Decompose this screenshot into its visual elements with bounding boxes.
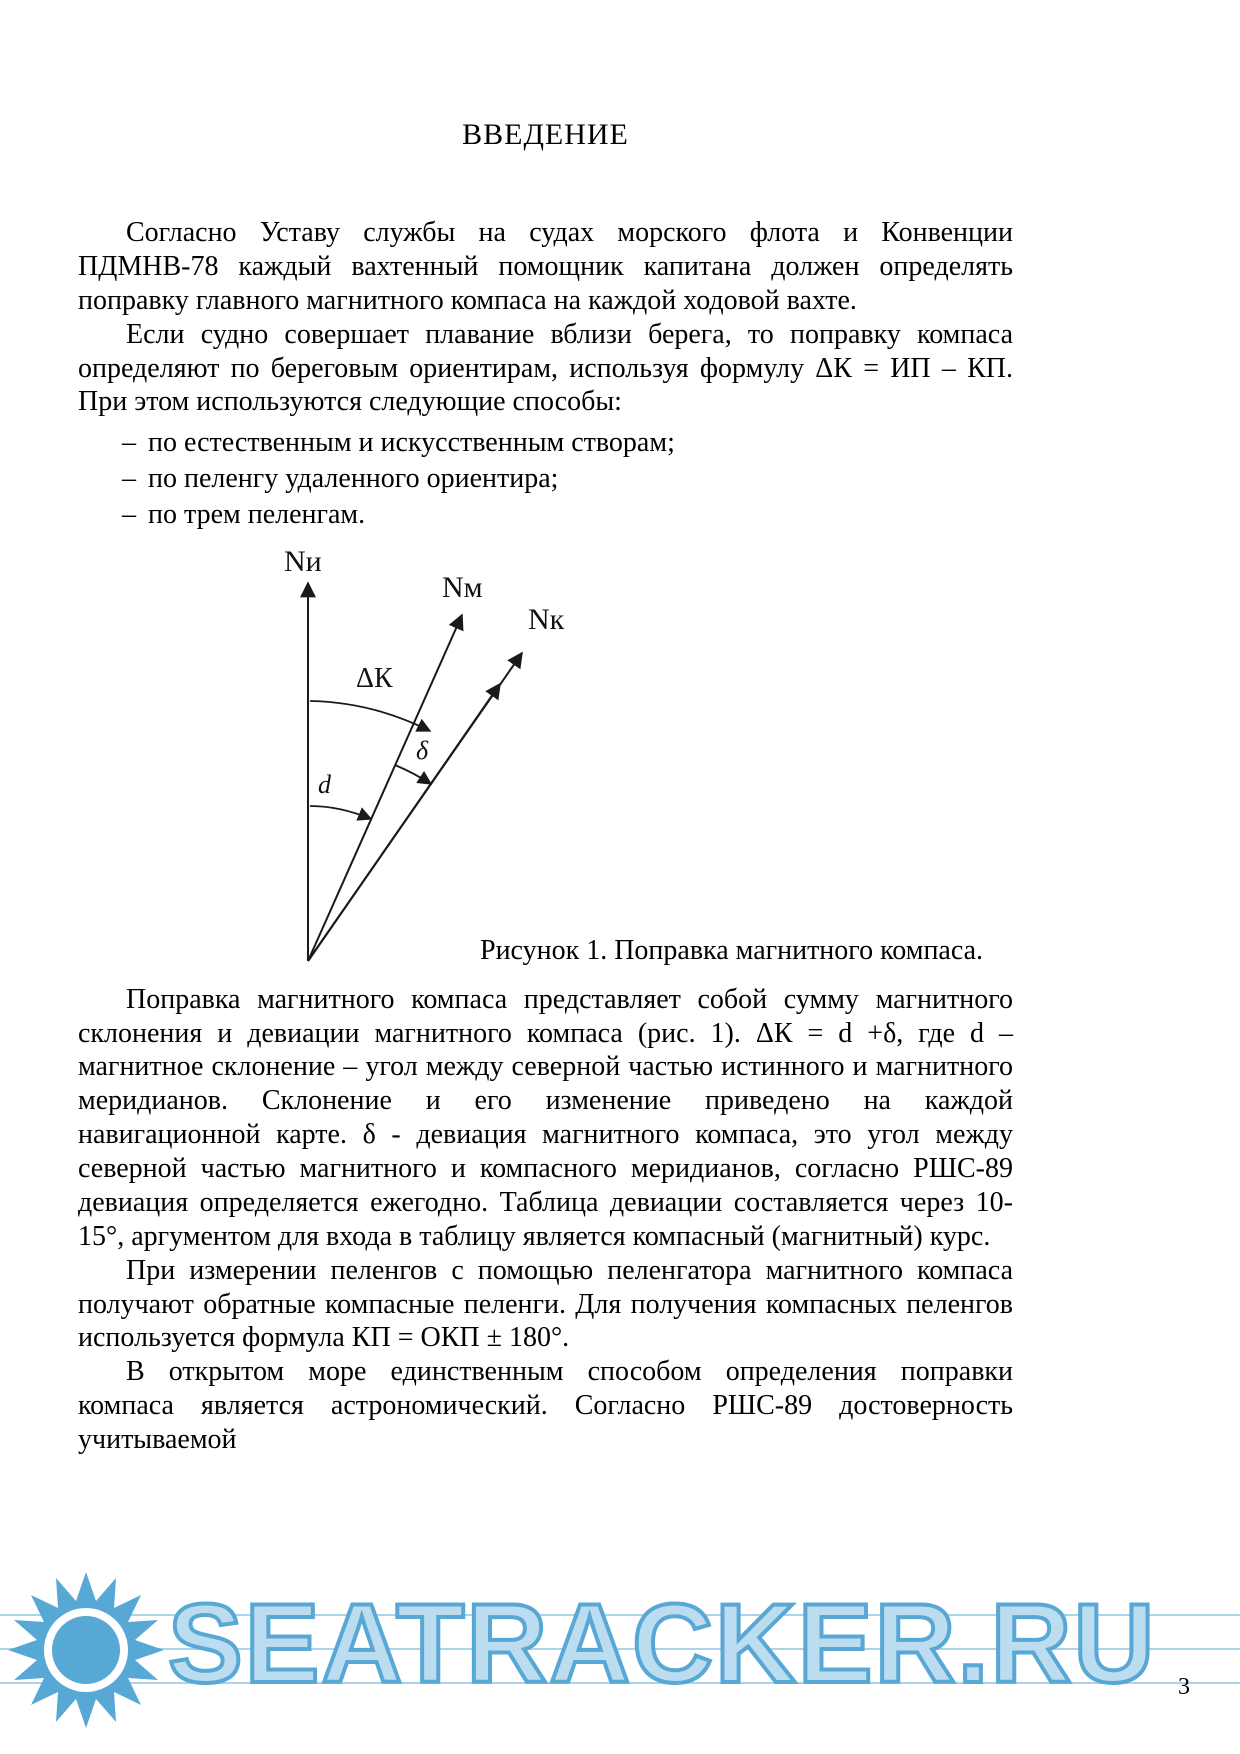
delta-k-label: ΔК (356, 662, 393, 694)
page-title: ВВЕДЕНИЕ (462, 118, 629, 151)
watermark (0, 1566, 1240, 1742)
bullet-dash: – (122, 427, 136, 459)
paragraph-open-sea: В открытом море единственным способом определения поправки компаса является астрономический. Согласно РШС-89 достоверность учитываемой (78, 1356, 1013, 1456)
page-number: 3 (1178, 1674, 1190, 1700)
compass-north-label: Nк (528, 602, 565, 636)
list-item (78, 461, 1013, 497)
methods-list (78, 425, 1013, 532)
true-north-label: Nи (284, 544, 322, 578)
list-item-text: по пеленгу удаленного ориентира; (148, 463, 559, 495)
deviation-angle-arc (395, 765, 431, 784)
sun-logo-icon (6, 1570, 166, 1730)
bullet-dash: – (122, 463, 136, 495)
deviation-label: δ (416, 735, 429, 765)
declination-angle-arc (310, 806, 371, 819)
paragraph-correction-definition: Поправка магнитного компаса представляет собой сумму магнитного склонения и девиации магнитного компаса (рис. 1). ΔК = d +δ, где d – магнитное склонение – угол между северной частью истинного и магнитного меридианов. Склонение и его изменение приведено на каждой навигационной карте. δ - девиация магнитного компаса, это угол между северной частью магнитного и компасного меридианов, согласно РШС-89 девиация определяется ежегодно. Таблица девиации составляется через 10-15°, аргументом для входа в таблицу является компасный (магнитный) курс. (78, 983, 1013, 1252)
compass-meridian-arrow (308, 653, 522, 961)
list-item (78, 425, 1013, 461)
paragraph-coastal-navigation: Если судно совершает плавание вблизи берега, то поправку компаса определяют по береговым ориентирам, используя формулу ΔК = ИП – КП. При этом используются следующие способы: (78, 318, 1013, 418)
magnetic-north-label: Nм (442, 570, 483, 604)
paragraph-regulations: Согласно Уставу службы на судах морского флота и Конвенции ПДМНВ-78 каждый вахтенный помощник капитана должен определять поправку главного магнитного компаса на каждой ходовой вахте. (78, 217, 1013, 316)
figure-caption: Рисунок 1. Поправка магнитного компаса. (480, 934, 984, 966)
figure-1 (78, 541, 1013, 983)
bullet-dash: – (122, 498, 136, 530)
sun-core (52, 1616, 120, 1684)
list-item-text: по естественным и искусственным створам; (148, 427, 675, 459)
declination-label: d (318, 769, 331, 799)
paragraph-bearings: При измерении пеленгов с помощью пеленгатора магнитного компаса получают обратные компасные пеленги. Для получения компасных пеленгов используется формула КП = ОКП ± 180°. (78, 1254, 1013, 1354)
compass-correction-diagram (270, 541, 590, 976)
list-item-text: по трем пеленгам. (148, 498, 366, 530)
list-item (78, 497, 1013, 533)
watermark-text: SEATRACKER.RU (168, 1581, 1157, 1706)
